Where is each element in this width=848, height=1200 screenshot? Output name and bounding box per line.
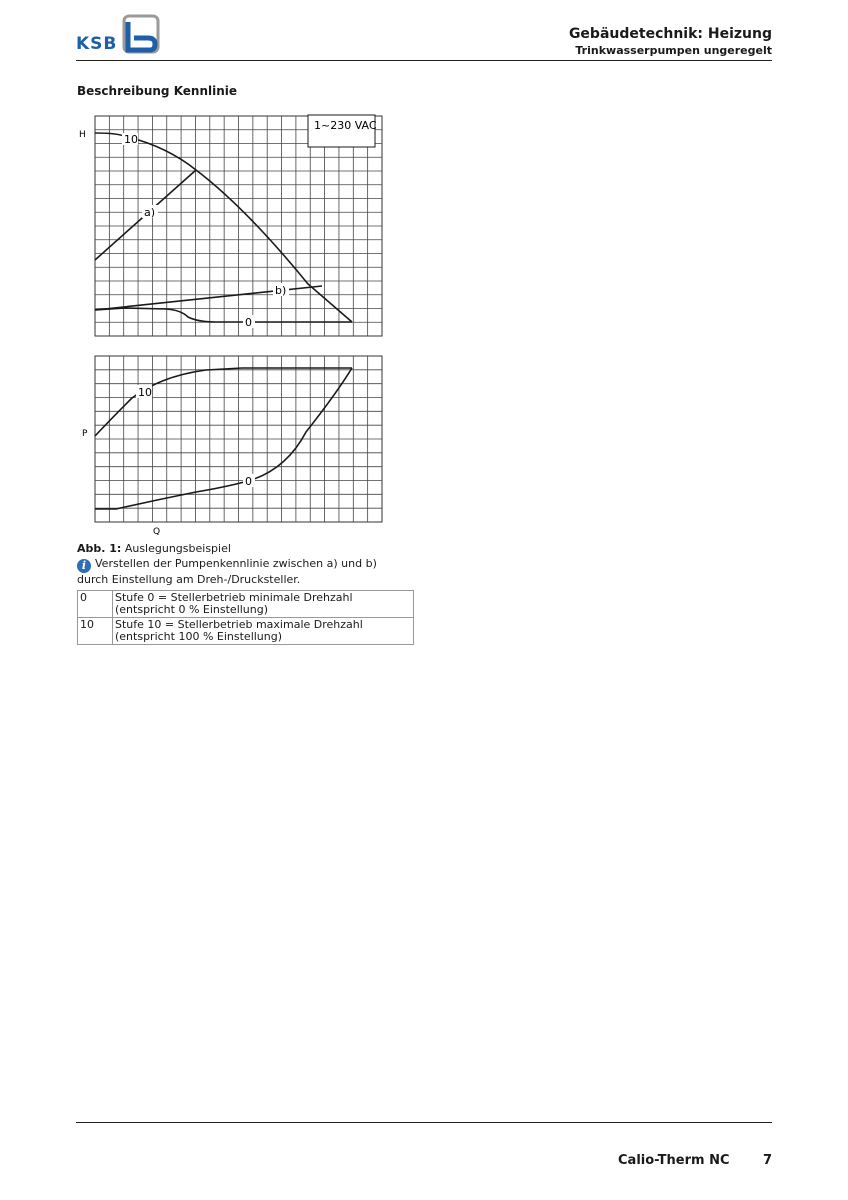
legend-text: Stufe 0 = Stellerbetrieb minimale Drehzahl (entspricht 0 % Einstellung) [113, 591, 414, 618]
info-note [77, 557, 397, 586]
table-row [78, 591, 414, 618]
legend-key: 10 [78, 618, 113, 645]
caption-label: Abb. 1: [77, 542, 122, 555]
page-number: 7 [763, 1153, 773, 1168]
voltage-label: 1~230 VAC [314, 119, 377, 132]
header-rule [76, 60, 772, 61]
curve-h-min [95, 308, 352, 322]
bottom-chart-grid [95, 356, 382, 522]
brand-name: KSB [76, 34, 118, 54]
footer-product: Calio-Therm NC [618, 1153, 730, 1168]
legend-key: 0 [78, 591, 113, 618]
caption-text: Auslegungsbeispiel [124, 542, 231, 555]
curve-p-max [95, 368, 352, 436]
info-icon: i [77, 559, 91, 573]
header-subtitle: Trinkwasserpumpen ungeregelt [575, 44, 772, 57]
section-title: Beschreibung Kennlinie [77, 84, 238, 98]
header-title: Gebäudetechnik: Heizung [568, 26, 772, 42]
curve-label-b: b) [275, 284, 287, 297]
curve-label-10-bottom: 10 [138, 386, 152, 399]
curve-label-a: a) [144, 206, 156, 219]
curve-label-10-top: 10 [124, 133, 138, 146]
table-row [78, 618, 414, 645]
pump-characteristic-figure [76, 114, 386, 538]
footer-rule [76, 1122, 772, 1123]
q-axis-label: Q [153, 527, 161, 537]
info-note-text: Verstellen der Pumpenkennlinie zwischen a) und b) durch Einstellung am Dreh-/Drucksteller. [77, 557, 377, 586]
curve-p-min [95, 368, 352, 509]
figure-caption [77, 542, 231, 555]
logo-mark-icon [76, 14, 162, 56]
legend-text: Stufe 10 = Stellerbetrieb maximale Drehzahl (entspricht 100 % Einstellung) [113, 618, 414, 645]
curve-h-max [95, 133, 352, 322]
curve-label-0-bottom: 0 [245, 475, 252, 488]
ksb-logo [76, 14, 162, 56]
curve-label-0-top: 0 [245, 316, 252, 329]
top-chart-grid [95, 116, 382, 336]
h-axis-label: H [79, 130, 86, 140]
legend-table [77, 590, 414, 645]
p-axis-label: P [82, 429, 88, 439]
